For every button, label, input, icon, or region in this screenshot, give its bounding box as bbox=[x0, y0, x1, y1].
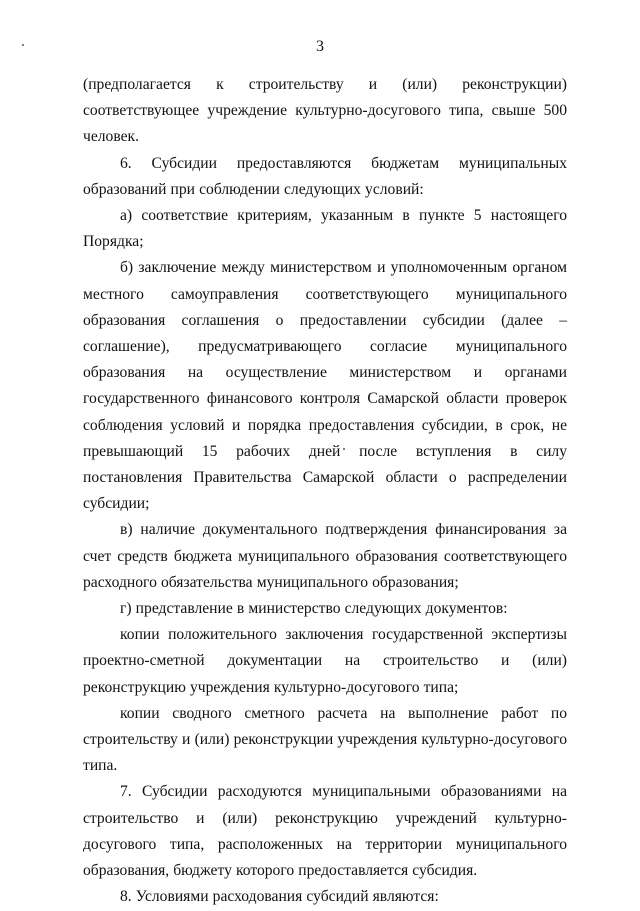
paragraph-clause-8: 8. Условиями расходования субсидий являются: bbox=[120, 888, 439, 906]
paragraph-condition-v: в) наличие документального подтверждения финансирования за счет средств бюджета муниципального образования соответствующего расходного обязательства муниципального образования; bbox=[83, 521, 567, 591]
paragraph-clause-7: 7. Субсидии расходуются муниципальными образованиями на строительство и (или) реконструкцию учреждений культурно-досугового типа, расположенных на территории муниципального образования, бюджету которого предоставляется субсидия. bbox=[83, 783, 567, 880]
paragraph-condition-a: а) соответствие критериям, указанным в пункте 5 настоящего Порядка; bbox=[83, 207, 567, 251]
paragraph-continuation: (предполагается к строительству и (или) реконструкции) соответствующее учреждение культурно-досугового типа, свыше 500 человек. bbox=[83, 76, 567, 146]
document-body bbox=[83, 72, 567, 911]
paragraph-document-estimate: копии сводного сметного расчета на выполнение работ по строительству и (или) реконструкции учреждения культурно-досугового типа. bbox=[83, 704, 567, 775]
paragraph-document-expertise: копии положительного заключения государственной экспертизы проектно-сметной документации на строительство и (или) реконструкцию учреждения культурно-досугового типа; bbox=[83, 626, 567, 696]
paragraph-clause-6: 6. Субсидии предоставляются бюджетам муниципальных образований при соблюдении следующих условий: bbox=[83, 154, 567, 198]
paragraph-condition-g: г) представление в министерство следующих документов: bbox=[120, 600, 508, 618]
page-number: 3 bbox=[316, 38, 324, 55]
paragraph-condition-b: б) заключение между министерством и уполномоченным органом местного самоуправления соответствующего муниципального образования соглашения о предоставлении субсидии (далее – соглашение), предусматривающего согласие муниципального образования на осуществление министерством и органами государственного финансового контроля Самарской области проверок соблюдения условий и порядка предоставления субсидии, в срок, не превышающий 15 рабочих дней после вступления в силу постановления Правительства Самарской области о распределении субсидии; bbox=[83, 259, 567, 513]
